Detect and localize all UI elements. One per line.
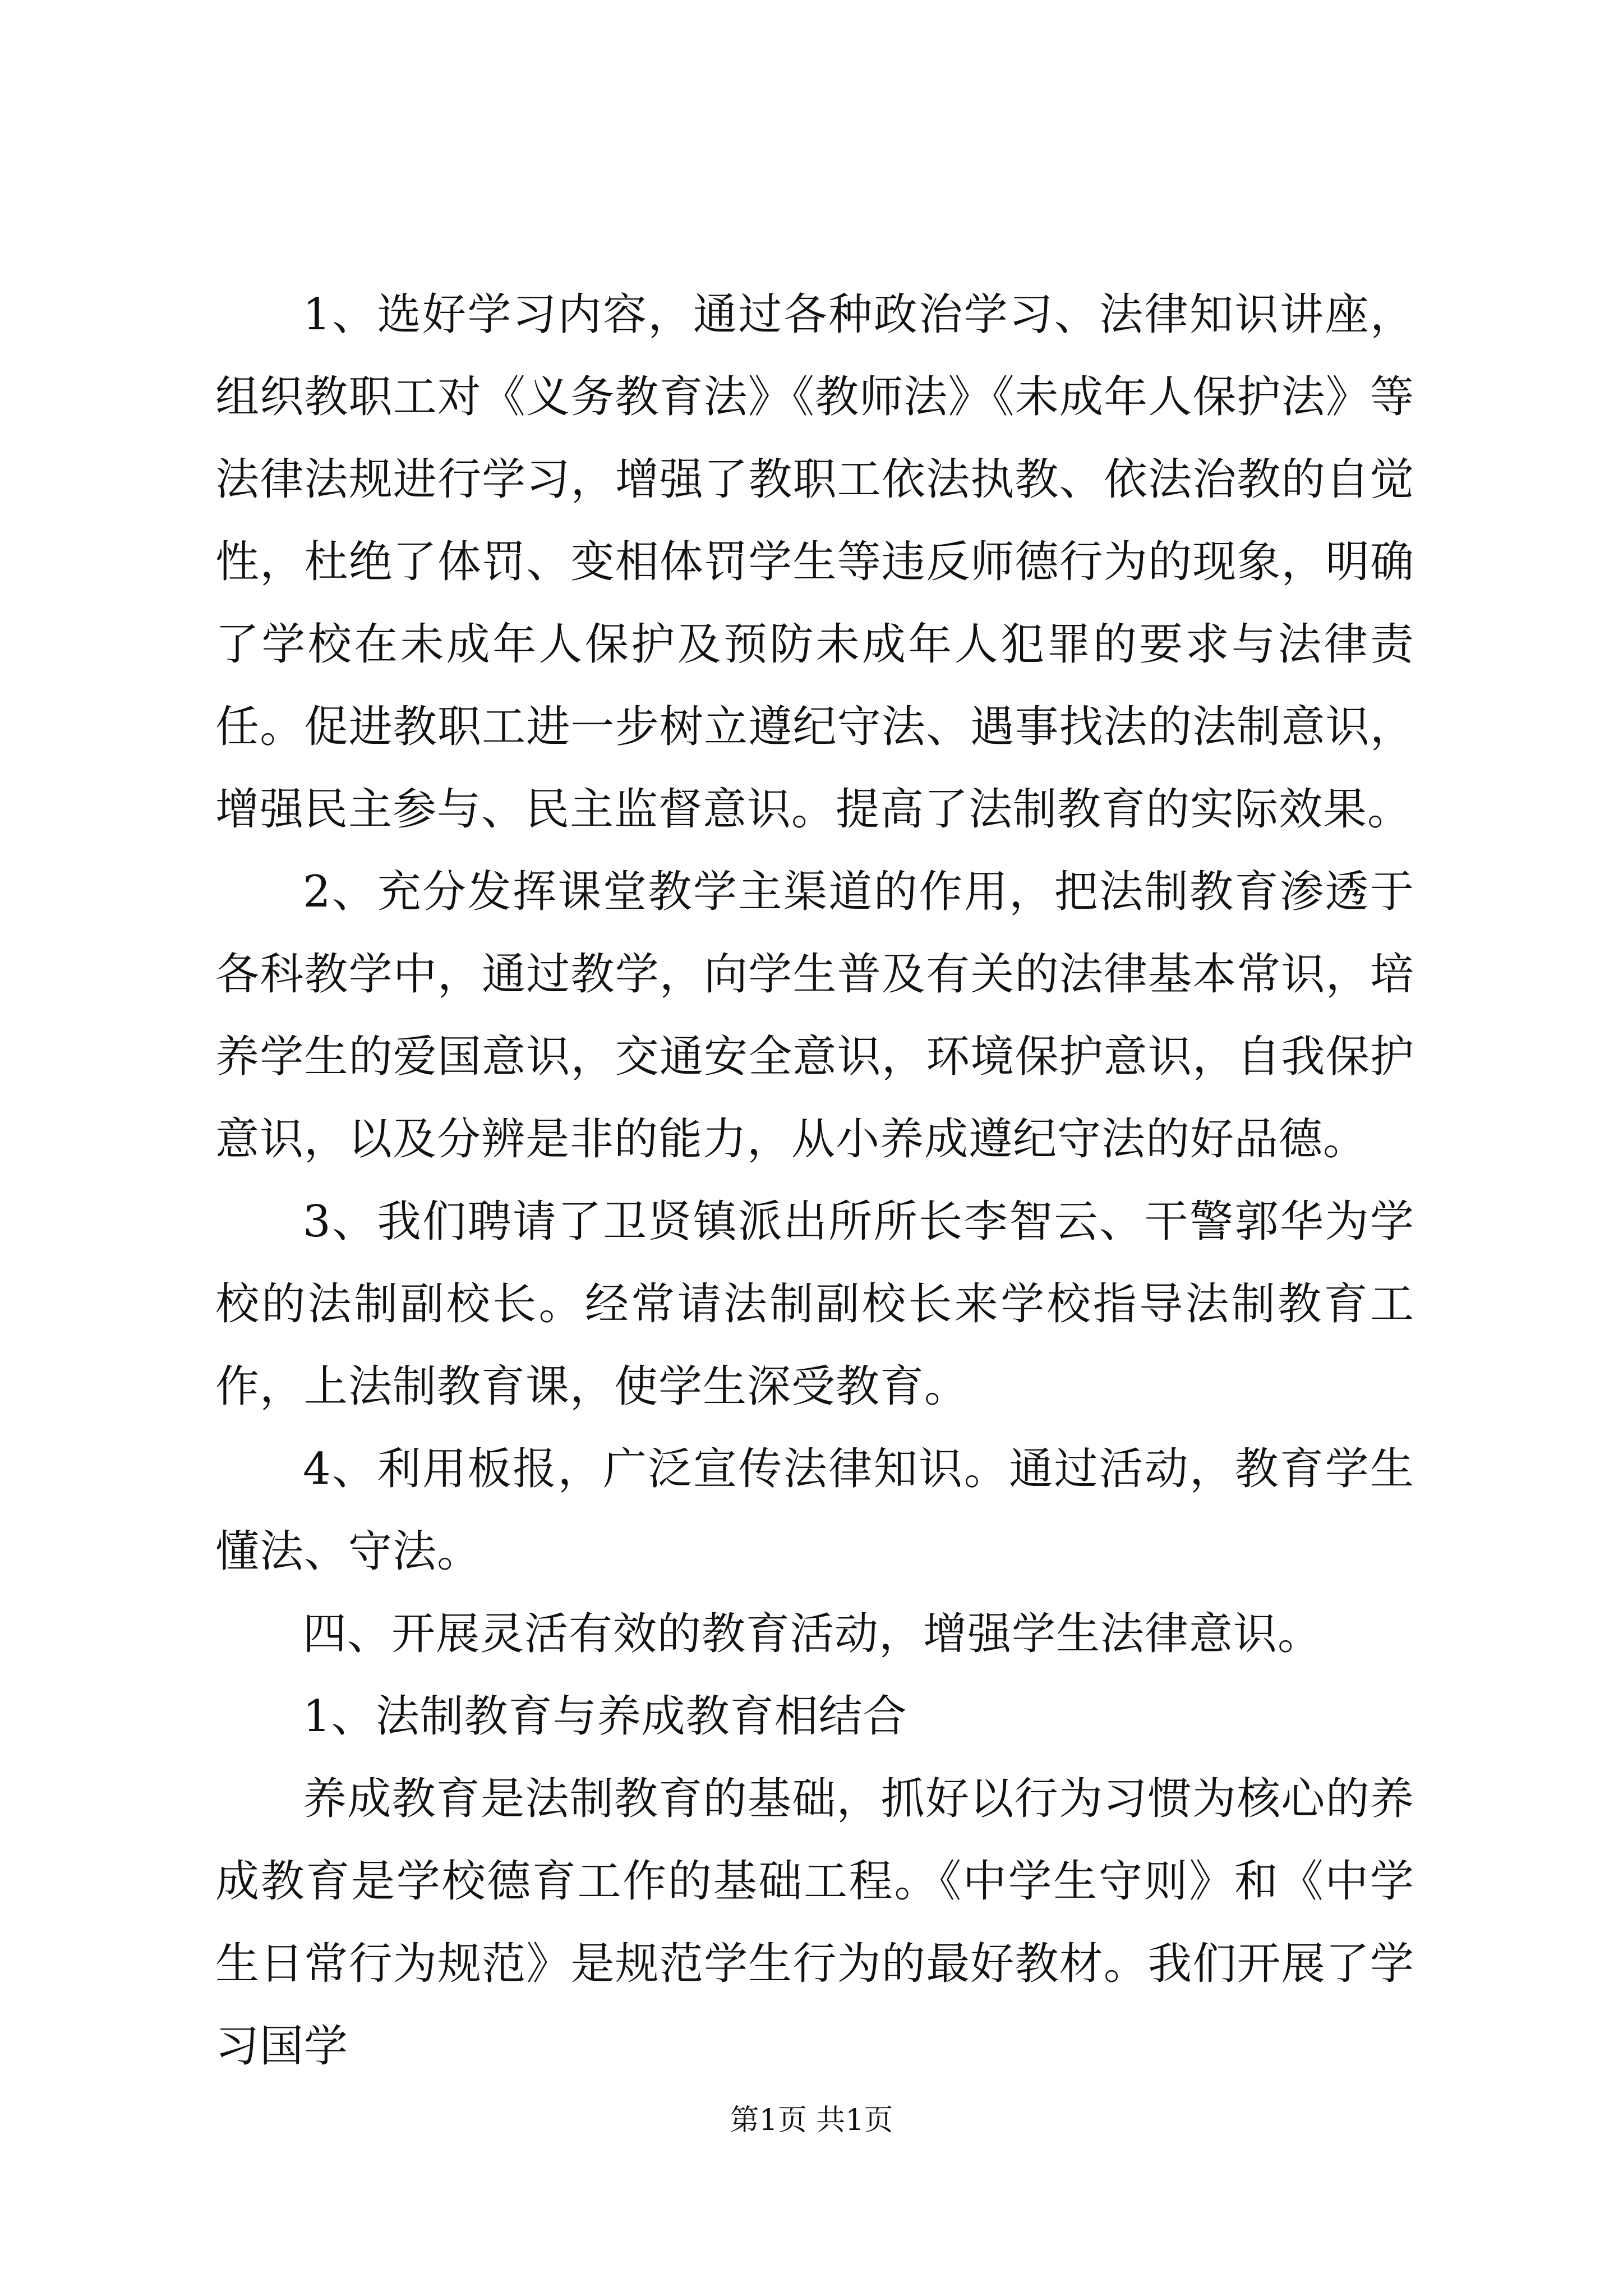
paragraph-3: 3、我们聘请了卫贤镇派出所所长李智云、干警郭华为学校的法制副校长。经常请法制副校长来学校指导法制教育工作，上法制教育课，使学生深受教育。 [215, 1197, 1414, 1412]
section-heading-4: 四、开展灵活有效的教育活动，增强学生法律意识。 [303, 1609, 1322, 1659]
paragraph-4: 4、利用板报，广泛宣传法律知识。通过活动，教育学生懂法、守法。 [215, 1444, 1414, 1577]
paragraph-1: 1、选好学习内容，通过各种政治学习、法律知识讲座，组织教职工对《义务教育法》《教师法》《未成年人保护法》等法律法规进行学习，增强了教职工依法执教、依法治教的自觉性，杜绝了体罚、变相体罚学生等违反师德行为的现象，明确了学校在未成年人保护及预防未成年人犯罪的要求与法律责任。促进教职工进一步树立遵纪守法、遇事找法的法制意识，增强民主参与、民主监督意识。提高了法制教育的实际效果。 [215, 289, 1414, 835]
page-footer: 第1页 共1页 [730, 2104, 893, 2137]
paragraph-2: 2、充分发挥课堂教学主渠道的作用，把法制教育渗透于各科教学中，通过教学，向学生普及有关的法律基本常识，培养学生的爱国意识，交通安全意识，环境保护意识，自我保护意识，以及分辨是非的能力，从小养成遵纪守法的好品德。 [215, 867, 1414, 1165]
document-body [215, 274, 1414, 2088]
paragraph-5: 养成教育是法制教育的基础，抓好以行为习惯为核心的养成教育是学校德育工作的基础工程。《中学生守则》和《中学生日常行为规范》是规范学生行为的最好教材。我们开展了学习国学 [215, 1774, 1414, 2072]
subheading-1: 1、法制教育与养成教育相结合 [303, 1691, 907, 1742]
